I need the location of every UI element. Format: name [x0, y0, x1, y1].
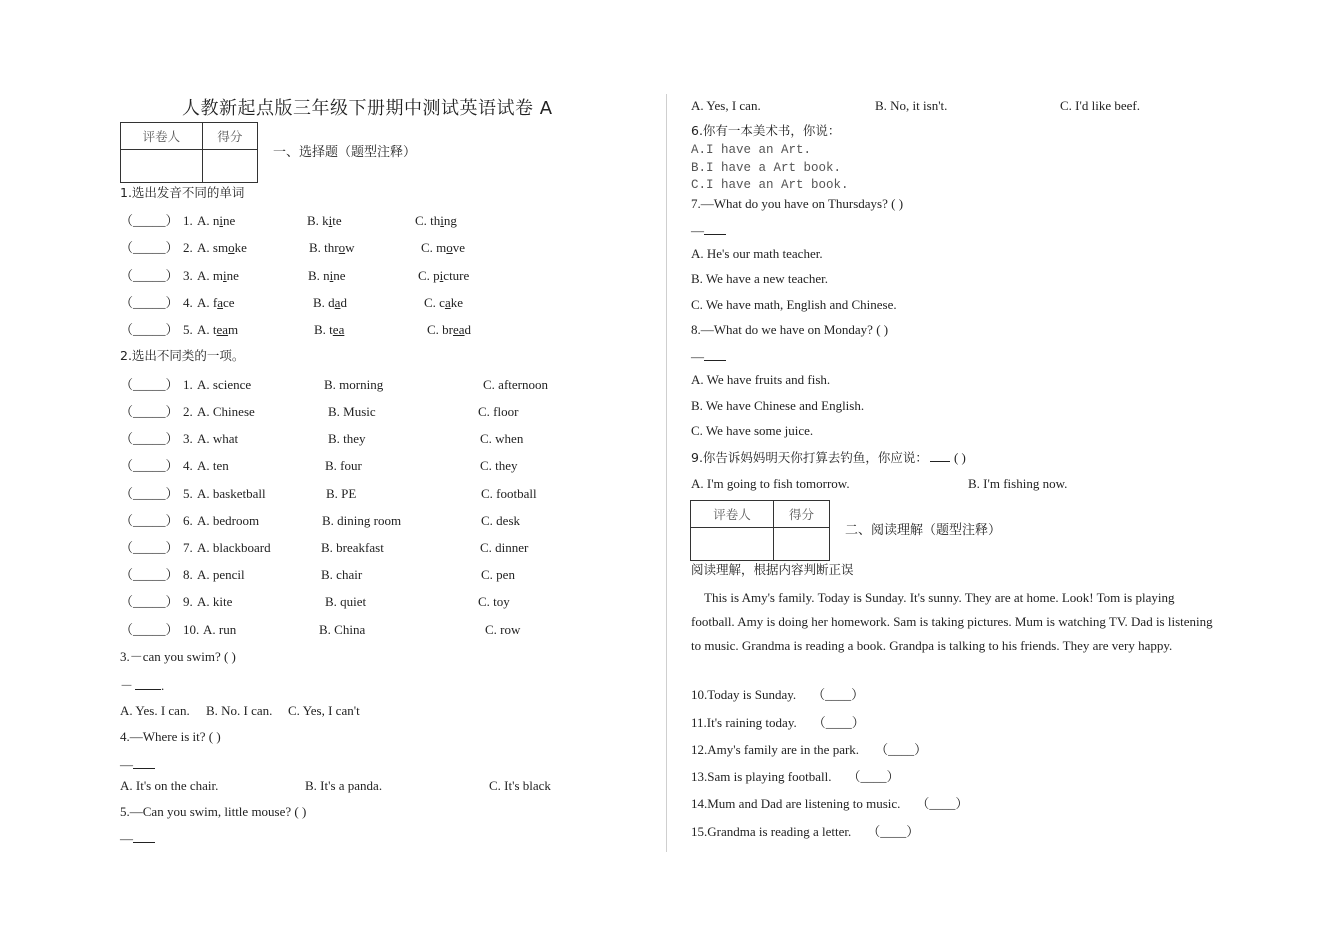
q1-prompt: 1.选出发音不同的单词	[120, 185, 245, 200]
q7-option-b: B. We have a new teacher.	[691, 271, 828, 286]
grader-cell	[121, 150, 203, 183]
q1-paren: （_____）	[120, 322, 179, 337]
q2-paren: （_____）	[120, 377, 179, 392]
q2-option-c: C. floor	[478, 404, 519, 419]
q1-option-b: B. kite	[307, 213, 342, 228]
q1-option-c: C. thing	[415, 213, 457, 228]
q2-option-a: A. blackboard	[197, 540, 271, 555]
q2-option-b: B. breakfast	[321, 540, 384, 555]
reading-passage: This is Amy's family. Today is Sunday. It's sunny. They are at home. Look! Tom is playing football. Amy is doing her homework. Sam is taking pictures. Mum is watching TV. Dad is listening to music. Grandma is reading a book. Grandpa is talking to his friends. They are very happy.	[691, 590, 1213, 653]
q2-option-b: B. quiet	[325, 594, 367, 609]
q2-num: 7.	[183, 540, 193, 555]
q2-option-c: C. afternoon	[483, 377, 548, 392]
q2-option-b: B. chair	[321, 567, 363, 582]
q3-answer-line: － .	[120, 678, 165, 693]
q2-paren: （_____）	[120, 567, 179, 582]
column-divider	[666, 94, 667, 852]
q5-option-c: C. I'd like beef.	[1060, 98, 1140, 113]
q2-num: 3.	[183, 431, 193, 446]
q6-option-c: C.I have an Art book.	[691, 178, 849, 192]
q2-num: 4.	[183, 458, 193, 473]
q2-option-c: C. when	[480, 431, 524, 446]
score-box-2	[690, 500, 830, 561]
q1-paren: （_____）	[120, 213, 179, 228]
q2-paren: （_____）	[120, 486, 179, 501]
q9-option-a: A. I'm going to fish tomorrow.	[691, 476, 850, 491]
q8-prompt: 8.—What do we have on Monday? ( )	[691, 322, 889, 337]
q8-answer-line: —	[691, 348, 726, 365]
q6-option-a: A.I have an Art.	[691, 143, 812, 157]
q4-answer-line: —	[120, 756, 155, 773]
q2-option-c: C. pen	[481, 567, 515, 582]
q1-option-a: A. smoke	[197, 240, 247, 255]
q1-num: 1.	[183, 213, 193, 228]
q5-answer-line: —	[120, 830, 155, 847]
q1-paren: （_____）	[120, 295, 179, 310]
q9-option-b: B. I'm fishing now.	[968, 476, 1068, 491]
q2-option-c: C. football	[481, 486, 537, 501]
section1-heading: 一、选择题（题型注释）	[273, 145, 417, 160]
q7-prompt: 7.—What do you have on Thursdays? ( )	[691, 196, 904, 211]
q2-num: 5.	[183, 486, 193, 501]
statement-item: 10.Today is Sunday. （____）	[691, 687, 865, 702]
q1-paren: （_____）	[120, 240, 179, 255]
q8-option-b: B. We have Chinese and English.	[691, 398, 865, 413]
grader-cell	[691, 528, 774, 561]
q8-option-a: A. We have fruits and fish.	[691, 372, 831, 387]
q4-option-b: B. It's a panda.	[305, 778, 383, 793]
score-cell	[202, 150, 257, 183]
q2-paren: （_____）	[120, 594, 179, 609]
q3-option-a: A. Yes. I can.	[120, 703, 190, 718]
q2-paren: （_____）	[120, 513, 179, 528]
q2-num: 8.	[183, 567, 193, 582]
q1-option-b: B. throw	[309, 240, 355, 255]
reading-instruction: 阅读理解，根据内容判断正误	[691, 562, 854, 577]
q2-paren: （_____）	[120, 458, 179, 473]
q2-option-a: A. basketball	[197, 486, 266, 501]
q2-num: 2.	[183, 404, 193, 419]
q3-option-c: C. Yes, I can't	[288, 703, 360, 718]
q1-option-c: C. cake	[424, 295, 464, 310]
q1-option-c: C. bread	[427, 322, 472, 337]
q2-option-a: A. science	[197, 377, 252, 392]
q3-option-b: B. No. I can.	[206, 703, 273, 718]
q2-option-c: C. dinner	[480, 540, 529, 555]
q1-option-a: A. team	[197, 322, 239, 337]
q2-option-a: A. run	[203, 622, 237, 637]
q2-num: 10.	[183, 622, 200, 637]
q2-option-c: C. row	[485, 622, 521, 637]
q1-paren: （_____）	[120, 268, 179, 283]
statement-item: 12.Amy's family are in the park. （____）	[691, 742, 928, 757]
q4-option-c: C. It's black	[489, 778, 551, 793]
q1-option-c: C. picture	[418, 268, 470, 283]
q1-num: 2.	[183, 240, 193, 255]
q2-option-b: B. Music	[328, 404, 376, 419]
q1-num: 4.	[183, 295, 193, 310]
q2-option-a: A. Chinese	[197, 404, 255, 419]
statement-item: 13.Sam is playing football. （____）	[691, 769, 900, 784]
q5-option-b: B. No, it isn't.	[875, 98, 948, 113]
q2-option-a: A. what	[197, 431, 239, 446]
score-label: 得分	[202, 123, 257, 150]
q9-prompt: 9.你告诉妈妈明天你打算去钓鱼，你应说： ( )	[691, 450, 966, 465]
q2-option-c: C. desk	[481, 513, 520, 528]
q1-num: 5.	[183, 322, 193, 337]
q2-option-b: B. PE	[326, 486, 357, 501]
q6-prompt: 6.你有一本美术书，你说：	[691, 123, 841, 138]
grader-label: 评卷人	[121, 123, 203, 150]
q2-option-a: A. kite	[197, 594, 233, 609]
q2-prompt: 2.选出不同类的一项。	[120, 348, 245, 363]
q2-num: 6.	[183, 513, 193, 528]
q2-option-a: A. bedroom	[197, 513, 260, 528]
q1-option-b: B. tea	[314, 322, 345, 337]
q7-option-c: C. We have math, English and Chinese.	[691, 297, 897, 312]
q4-option-a: A. It's on the chair.	[120, 778, 219, 793]
q7-answer-line: —	[691, 222, 726, 239]
score-label: 得分	[773, 501, 829, 528]
q2-option-c: C. they	[480, 458, 518, 473]
q1-num: 3.	[183, 268, 193, 283]
q1-option-b: B. nine	[308, 268, 346, 283]
q4-prompt: 4.—Where is it? ( )	[120, 729, 221, 744]
q3-prompt: 3.－can you swim? ( )	[120, 649, 236, 664]
q5-prompt: 5.—Can you swim, little mouse? ( )	[120, 804, 307, 819]
q2-num: 9.	[183, 594, 193, 609]
q2-option-b: B. dining room	[322, 513, 402, 528]
q2-option-a: A. pencil	[197, 567, 245, 582]
q2-option-b: B. China	[319, 622, 366, 637]
q1-option-c: C. move	[421, 240, 466, 255]
q1-option-a: A. mine	[197, 268, 239, 283]
q2-num: 1.	[183, 377, 193, 392]
statement-item: 15.Grandma is reading a letter. （____）	[691, 824, 920, 839]
q2-paren: （_____）	[120, 540, 179, 555]
q2-paren: （_____）	[120, 431, 179, 446]
score-cell	[773, 528, 829, 561]
score-box	[120, 122, 258, 183]
q1-option-a: A. nine	[197, 213, 236, 228]
q1-option-a: A. face	[197, 295, 235, 310]
section2-heading: 二、阅读理解（题型注释）	[845, 523, 1002, 538]
q2-option-c: C. toy	[478, 594, 510, 609]
q2-option-b: B. they	[328, 431, 366, 446]
statement-item: 11.It's raining today. （____）	[691, 715, 865, 730]
q2-option-a: A. ten	[197, 458, 229, 473]
q8-option-c: C. We have some juice.	[691, 423, 814, 438]
page-title: 人教新起点版三年级下册期中测试英语试卷 A	[182, 98, 553, 119]
q2-option-b: B. morning	[324, 377, 384, 392]
q2-option-b: B. four	[325, 458, 362, 473]
q2-paren: （_____）	[120, 622, 179, 637]
q1-option-b: B. dad	[313, 295, 347, 310]
statement-item: 14.Mum and Dad are listening to music. （____）	[691, 796, 969, 811]
grader-label: 评卷人	[691, 501, 774, 528]
q7-option-a: A. He's our math teacher.	[691, 246, 823, 261]
q5-option-a: A. Yes, I can.	[691, 98, 761, 113]
q6-option-b: B.I have a Art book.	[691, 161, 842, 175]
q2-paren: （_____）	[120, 404, 179, 419]
